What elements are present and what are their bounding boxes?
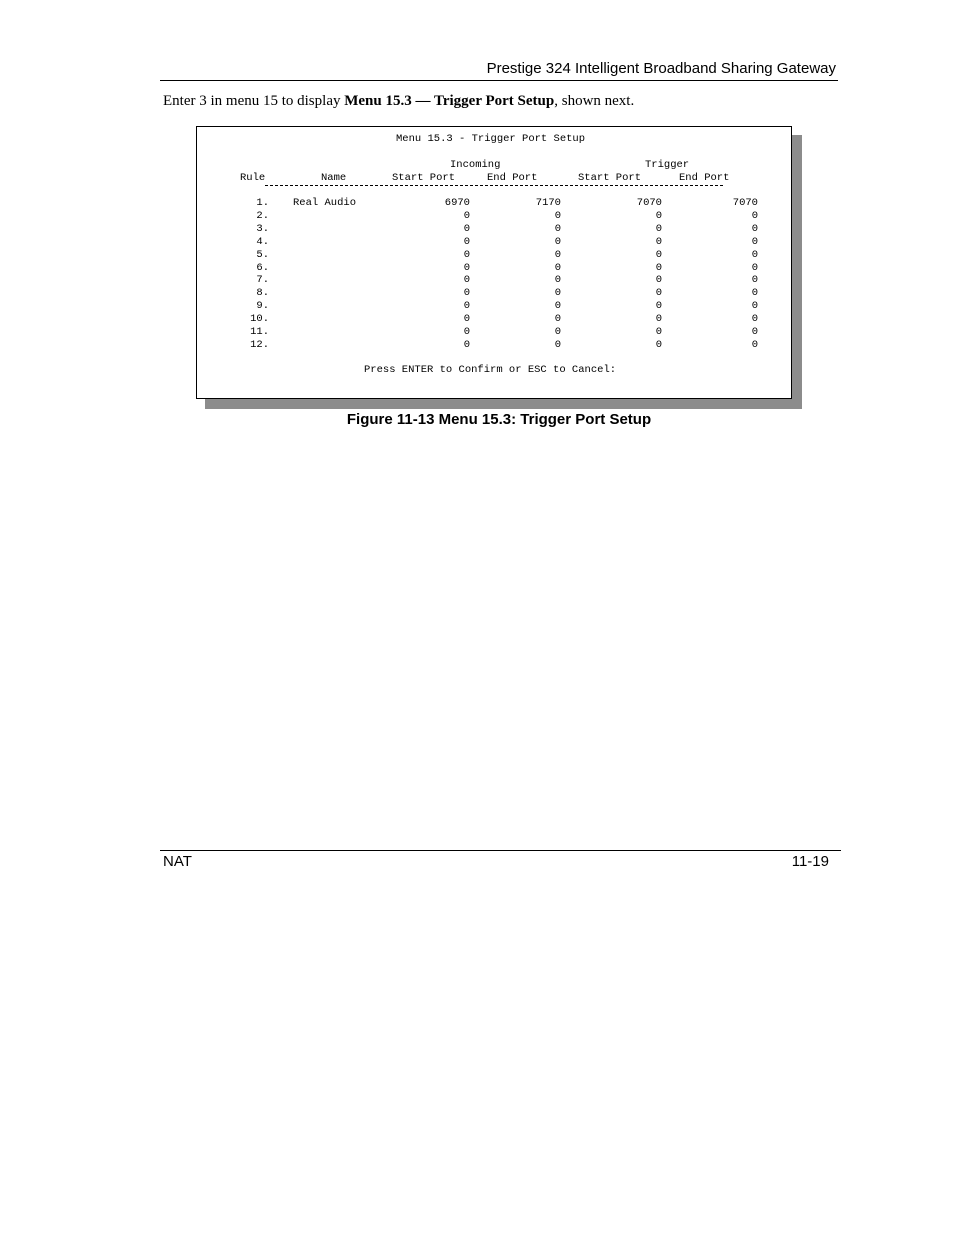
rule-number: 12. bbox=[250, 338, 269, 351]
trigger-start-port: 0 bbox=[655, 300, 662, 313]
column-header-incoming-end: End Port bbox=[487, 172, 538, 184]
rule-number: 5. bbox=[256, 248, 269, 261]
incoming-end-port: 0 bbox=[554, 222, 561, 235]
incoming-end-port: 0 bbox=[554, 326, 561, 338]
group-trigger-label: Trigger bbox=[645, 159, 690, 171]
trigger-end-port: 0 bbox=[751, 326, 758, 338]
incoming-end-port: 0 bbox=[554, 300, 561, 313]
trigger-end-port: 7070 bbox=[732, 197, 758, 209]
rule-number: 4. bbox=[256, 235, 269, 248]
rule-name: Real Audio bbox=[293, 197, 357, 209]
incoming-end-port: 0 bbox=[554, 287, 561, 300]
incoming-start-port: 0 bbox=[463, 209, 470, 222]
trigger-start-port: 7070 bbox=[636, 197, 662, 209]
incoming-end-port: 0 bbox=[554, 209, 561, 222]
incoming-start-port: 0 bbox=[463, 248, 470, 261]
rule-number: 1. bbox=[256, 197, 269, 209]
incoming-end-port: 0 bbox=[554, 248, 561, 261]
trigger-start-port: 0 bbox=[655, 222, 662, 235]
trigger-end-port: 0 bbox=[751, 287, 758, 300]
trigger-start-port: 0 bbox=[655, 313, 662, 326]
trigger-start-port: 0 bbox=[655, 274, 662, 287]
incoming-start-port: 0 bbox=[463, 235, 470, 248]
rule-number: 10. bbox=[250, 313, 269, 326]
trigger-end-port: 0 bbox=[751, 313, 758, 326]
figure-caption: Figure 11-13 Menu 15.3: Trigger Port Setup bbox=[346, 411, 652, 428]
rule-number: 6. bbox=[256, 261, 269, 274]
intro-bold: Menu 15.3 — Trigger Port Setup bbox=[344, 93, 555, 109]
trigger-end-port: 0 bbox=[751, 235, 758, 248]
trigger-end-port: 0 bbox=[751, 338, 758, 351]
rule-number: 8. bbox=[256, 287, 269, 300]
confirm-prompt: Press ENTER to Confirm or ESC to Cancel: bbox=[364, 364, 617, 376]
incoming-end-port: 0 bbox=[554, 338, 561, 351]
incoming-end-port: 0 bbox=[554, 261, 561, 274]
rule-number: 11. bbox=[250, 326, 269, 338]
incoming-start-port: 0 bbox=[463, 222, 470, 235]
trigger-start-port: 0 bbox=[655, 326, 662, 338]
footer-page-number: 11-19 bbox=[791, 853, 829, 870]
header-divider bbox=[160, 80, 838, 81]
intro-paragraph bbox=[163, 93, 634, 110]
column-header-trigger-start: Start Port bbox=[578, 172, 642, 184]
footer-divider bbox=[160, 850, 841, 851]
incoming-start-port: 0 bbox=[463, 274, 470, 287]
trigger-start-port: 0 bbox=[655, 261, 662, 274]
terminal-screen bbox=[196, 126, 792, 399]
incoming-start-port: 0 bbox=[463, 338, 470, 351]
incoming-start-port: 0 bbox=[463, 287, 470, 300]
trigger-start-port: 0 bbox=[655, 235, 662, 248]
incoming-start-port: 0 bbox=[463, 261, 470, 274]
menu-title: Menu 15.3 - Trigger Port Setup bbox=[396, 133, 586, 145]
trigger-start-port: 0 bbox=[655, 248, 662, 261]
rule-number: 3. bbox=[256, 222, 269, 235]
trigger-start-port: 0 bbox=[655, 287, 662, 300]
incoming-start-port: 0 bbox=[463, 326, 470, 338]
trigger-start-port: 0 bbox=[655, 209, 662, 222]
trigger-end-port: 0 bbox=[751, 209, 758, 222]
trigger-end-port: 0 bbox=[751, 248, 758, 261]
rule-number: 9. bbox=[256, 300, 269, 313]
header-separator bbox=[265, 185, 723, 186]
footer-section: NAT bbox=[163, 853, 192, 870]
incoming-end-port: 7170 bbox=[535, 197, 561, 209]
trigger-start-port: 0 bbox=[655, 338, 662, 351]
rule-number: 2. bbox=[256, 209, 269, 222]
incoming-start-port: 6970 bbox=[444, 197, 470, 209]
column-header-name: Name bbox=[321, 172, 347, 184]
incoming-start-port: 0 bbox=[463, 313, 470, 326]
column-header-rule: Rule bbox=[240, 172, 266, 184]
incoming-end-port: 0 bbox=[554, 235, 561, 248]
incoming-end-port: 0 bbox=[554, 313, 561, 326]
trigger-end-port: 0 bbox=[751, 300, 758, 313]
page-header-title: Prestige 324 Intelligent Broadband Sharing Gateway bbox=[486, 60, 836, 77]
column-header-incoming-start: Start Port bbox=[392, 172, 456, 184]
intro-prefix: Enter 3 in menu 15 to display bbox=[163, 93, 345, 109]
incoming-end-port: 0 bbox=[554, 274, 561, 287]
rule-number: 7. bbox=[256, 274, 269, 287]
trigger-end-port: 0 bbox=[751, 274, 758, 287]
column-header-trigger-end: End Port bbox=[679, 172, 730, 184]
trigger-end-port: 0 bbox=[751, 222, 758, 235]
group-incoming-label: Incoming bbox=[450, 159, 501, 171]
trigger-end-port: 0 bbox=[751, 261, 758, 274]
intro-suffix: , shown next. bbox=[554, 93, 635, 109]
incoming-start-port: 0 bbox=[463, 300, 470, 313]
